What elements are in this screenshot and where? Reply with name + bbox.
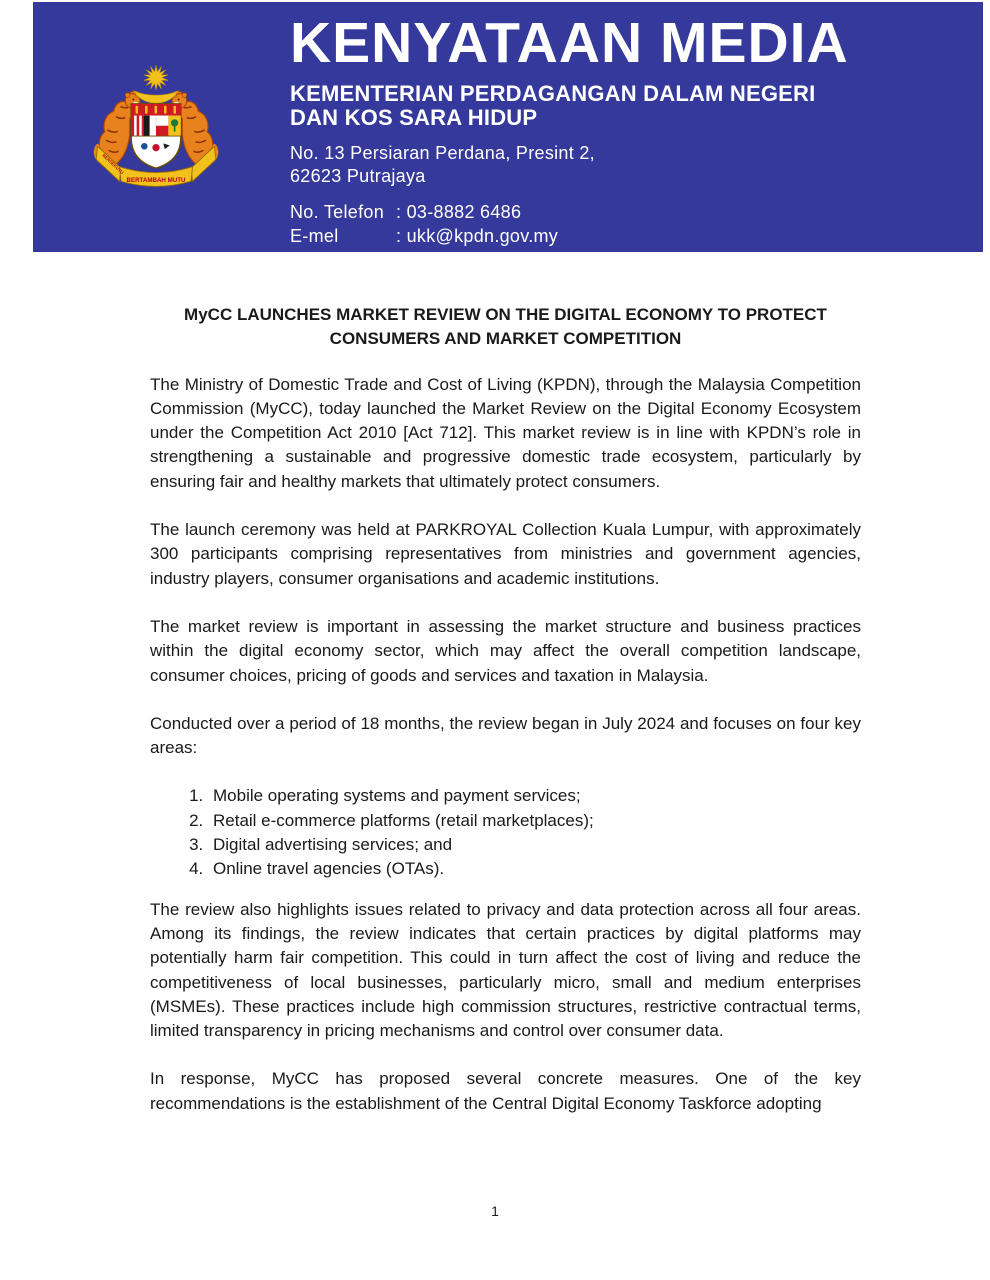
page-number: 1: [491, 1203, 499, 1219]
phone-label: No. Telefon: [290, 202, 385, 222]
document-title: [150, 303, 861, 352]
paragraph-findings: The review also highlights issues related to privacy and data protection across all four areas. Among its findings, the review indicates that certain practices by digital platforms may potentially harm fair competition. This could in turn affect the cost of living and reduce the competitiveness of local businesses, particularly micro, small and medium enterprises (MSMEs). These practices include high commission structures, restrictive contractual terms, limited transparency in pricing mechanisms and control over consumer data.: [150, 899, 861, 1041]
phone-value: : 03-8882 6486: [396, 202, 522, 222]
list-item-ecommerce: 2. Retail e-commerce platforms (retail marketplaces);: [208, 809, 861, 833]
key-areas-list: [150, 784, 861, 881]
motto-center-text: BERTAMBAH MUTU: [126, 177, 186, 185]
contact-block: [290, 200, 849, 248]
paragraph-review-importance: The market review is important in assessing the market structure and business practices within the digital economy sector, which may affect the overall competition landscape, consumer choices, pricing of goods and services and taxation in Malaysia.: [150, 616, 861, 685]
paragraph-response: In response, MyCC has proposed several concrete measures. One of the key recommendations is the establishment of the Central Digital Economy Taskforce adopting: [150, 1069, 861, 1113]
paragraph-intro: The Ministry of Domestic Trade and Cost of Living (KPDN), through the Malaysia Competition Commission (MyCC), today launched the Market Review on the Digital Economy Ecosystem under the Competition Act 2010 [Act 712]. This market review is in line with KPDN’s role in strengthening a sustainable and progressive domestic trade ecosystem, particularly by ensuring fair and healthy markets that ultimately protect consumers.: [150, 374, 861, 491]
federal-star-icon: [144, 65, 168, 90]
ministry-name-line1: KEMENTERIAN PERDAGANGAN DALAM NEGERI: [290, 81, 816, 106]
list-item-mobile-os: 1. Mobile operating systems and payment services;: [208, 784, 861, 808]
ministry-name: [290, 82, 849, 130]
malaysia-coat-of-arms-icon: [83, 58, 229, 198]
document-title-line2: CONSUMERS AND MARKET COMPETITION: [329, 329, 682, 349]
paragraph-launch-ceremony: The launch ceremony was held at PARKROYAL Collection Kuala Lumpur, with approximately 300 participants comprising representatives from ministries and government agencies, industry players, consumer organisations and academic institutions.: [150, 520, 861, 588]
shield-icon: [131, 104, 181, 168]
phone-row: [290, 200, 849, 224]
press-release-body: [150, 303, 861, 1140]
crescent-icon: [134, 91, 178, 103]
paragraph-review-period: Conducted over a period of 18 months, the review began in July 2024 and focuses on four key areas:: [150, 713, 861, 758]
email-value: : ukk@kpdn.gov.my: [396, 226, 559, 246]
motto-left-text: BERSEKUTU: [101, 152, 125, 176]
ministry-address: [290, 142, 849, 188]
document-title-line1: MyCC LAUNCHES MARKET REVIEW ON THE DIGITAL ECONOMY TO PROTECT: [184, 305, 827, 324]
email-row: [290, 224, 849, 248]
address-line2: 62623 Putrajaya: [290, 166, 426, 186]
list-item-online-travel: 4. Online travel agencies (OTAs).: [208, 857, 861, 881]
banner-title: KENYATAAN MEDIA: [290, 11, 849, 75]
letterhead-text-block: [290, 11, 849, 248]
letterhead-banner: [33, 2, 983, 252]
address-line1: No. 13 Persiaran Perdana, Presint 2,: [290, 143, 595, 163]
email-label: E-mel: [290, 226, 339, 246]
list-item-digital-advertising: 3. Digital advertising services; and: [208, 833, 861, 857]
ministry-name-line2: DAN KOS SARA HIDUP: [290, 105, 538, 130]
